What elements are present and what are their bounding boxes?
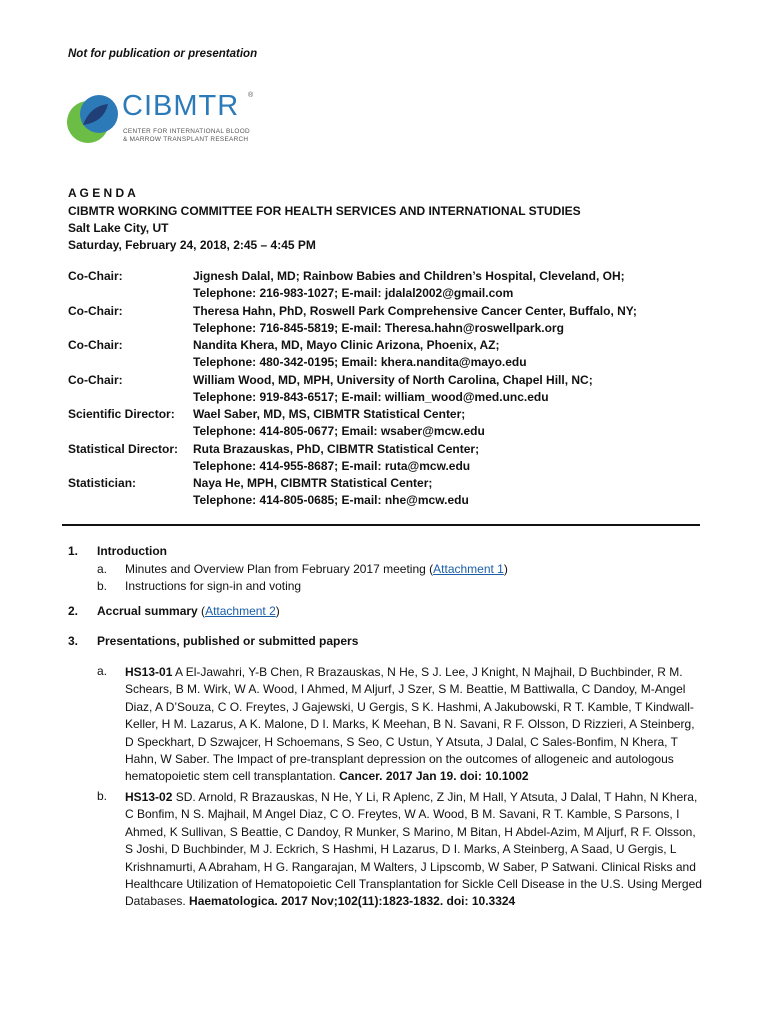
role-label: Co-Chair: [68, 338, 123, 352]
role-label: Co-Chair: [68, 269, 123, 283]
logo-subtitle-line2: & MARROW TRANSPLANT RESEARCH [123, 136, 249, 143]
role-contact: Telephone: 480-342-0195; Email: khera.nandita@mayo.edu [193, 355, 527, 369]
logo-subtitle-line1: CENTER FOR INTERNATIONAL BLOOD [123, 128, 250, 135]
item-number: 3. [68, 634, 79, 648]
logo-mark-icon [66, 92, 120, 146]
item-title: Introduction [97, 544, 167, 558]
role-contact: Telephone: 414-955-8687; E-mail: ruta@mcw.edu [193, 458, 471, 473]
roster-row [68, 338, 708, 373]
publication-entry [125, 664, 705, 786]
cibmtr-logo [66, 92, 266, 146]
role-person: Naya He, MPH, CIBMTR Statistical Center; [193, 476, 433, 490]
publication-id: HS13-01 [125, 665, 173, 679]
role-contact: Telephone: 414-805-0685; E-mail: nhe@mcw.edu [193, 493, 469, 507]
role-person: Jignesh Dalal, MD; Rainbow Babies and Children’s Hospital, Cleveland, OH; [193, 269, 625, 283]
item-close-paren: ) [275, 604, 280, 618]
roster-row [68, 269, 708, 304]
committee-roster [68, 269, 708, 511]
logo-trademark: ® [248, 92, 254, 99]
role-person: Wael Saber, MD, MS, CIBMTR Statistical Center; [193, 407, 466, 421]
agenda-heading: A G E N D A [68, 186, 136, 200]
section-divider [62, 524, 700, 526]
committee-title: CIBMTR WORKING COMMITTEE FOR HEALTH SERVICES AND INTERNATIONAL STUDIES [68, 204, 581, 218]
attachment-1-link[interactable]: Attachment 1 [433, 562, 504, 576]
role-label: Scientific Director: [68, 407, 175, 421]
item-number: 1. [68, 544, 79, 558]
roster-row [68, 442, 708, 477]
roster-row [68, 476, 708, 511]
role-person: Nandita Khera, MD, Mayo Clinic Arizona, Phoenix, AZ; [193, 338, 500, 352]
item-number: 2. [68, 604, 79, 618]
meeting-location: Salt Lake City, UT [68, 221, 169, 235]
publication-authors: SD. Arnold, R Brazauskas, N He, Y Li, R Aplenc, Z Jin, M Hall, Y Atsuta, J Dalal, T Hahn, N Khera, C Bonfim, N S. Majhail, M Angel Diaz, C O. Freytes, W A. Wood, B M. Savani, R T. Kamble, S Parsons, I Ahmed, K Sullivan, S Beattie, C Dandoy, R Munker, S Marino, M Bitan, H Abdel-Azim, M Aljurf, R F. Olsson, S Joshi, D Buchbinder, M J. Eckrich, S Hashmi, H Lazarus, D I. Marks, A Steinberg, A Saad, U Gergis, L Krishnamurti, A Abraham, H G. Rangarajan, M Walters, J Lipscomb, W Saber, P Satwani. Clinical Risks and Healthcare Utilization of Hematopoietic Cell Transplantation for Sickle Cell Disease in the U.S. Using Merged Databases. [125, 790, 702, 909]
publication-letter: a. [97, 664, 108, 678]
publication-citation: Cancer. 2017 Jan 19. doi: 10.1002 [339, 769, 529, 784]
subitem-letter: b. [97, 579, 108, 593]
attachment-2-link[interactable]: Attachment 2 [205, 604, 276, 618]
role-label: Statistical Director: [68, 441, 179, 456]
subitem-text [125, 562, 508, 576]
role-label: Statistician: [68, 476, 137, 490]
publication-id: HS13-02 [125, 790, 173, 804]
role-label: Co-Chair: [68, 372, 123, 387]
subitem-minutes-text: Minutes and Overview Plan from February 2017 meeting ( [125, 562, 434, 576]
publication-citation: Haematologica. 2017 Nov;102(11):1823-1832. doi: 10.3324 [189, 894, 516, 909]
role-person: William Wood, MD, MPH, University of North Carolina, Chapel Hill, NC; [193, 372, 593, 387]
role-contact: Telephone: 216-983-1027; E-mail: jdalal2002@gmail.com [193, 286, 514, 300]
publication-entry [125, 789, 705, 911]
meeting-datetime: Saturday, February 24, 2018, 2:45 – 4:45 PM [68, 238, 316, 252]
item-title: Presentations, published or submitted papers [97, 634, 359, 648]
subitem-text: Instructions for sign-in and voting [125, 579, 302, 593]
subitem-letter: a. [97, 562, 108, 576]
publication-letter: b. [97, 789, 108, 803]
role-contact: Telephone: 919-843-6517; E-mail: william_wood@med.unc.edu [193, 389, 549, 404]
role-contact: Telephone: 414-805-0677; Email: wsaber@mcw.edu [193, 424, 485, 438]
role-label: Co-Chair: [68, 303, 123, 318]
roster-row [68, 373, 708, 408]
subitem-close-paren: ) [503, 562, 508, 576]
item-title: Accrual summary [97, 604, 198, 618]
roster-row [68, 304, 708, 339]
roster-row [68, 407, 708, 442]
role-person: Theresa Hahn, PhD, Roswell Park Comprehensive Cancer Center, Buffalo, NY; [193, 303, 637, 318]
item-open-paren: ( [197, 604, 206, 618]
logo-brand-text: CIBMTR [122, 90, 240, 122]
item-title-line [97, 604, 280, 618]
role-person: Ruta Brazauskas, PhD, CIBMTR Statistical Center; [193, 441, 480, 456]
publication-authors: A El-Jawahri, Y-B Chen, R Brazauskas, N He, S J. Lee, J Knight, N Majhail, D Buchbinder, R M. Schears, B M. Wirk, W A. Wood, I Ahmed, M Aljurf, J Szer, S M. Beattie, M Battiwalla, C Dandoy, M-Angel Diaz, A D’Souza, C O. Freytes, J Gajewski, U Gergis, S K. Hashmi, A Jakubowski, R T. Kamble, T Kindwall-Keller, H M. Lazarus, A K. Malone, D I. Marks, K Meehan, B N. Savani, R F. Olsson, D Rizzieri, A Steinberg, D Speckhart, D Szwajcer, H Schoemans, S Seo, C Ustun, Y Atsuta, J Dalal, C Sales-Bonfim, N Khera, T Hahn, W Saber. The Impact of pre-transplant depression on the outcomes of allogeneic and autologous hematopoietic stem cell transplantation. [125, 665, 695, 784]
role-contact: Telephone: 716-845-5819; E-mail: Theresa.hahn@roswellpark.org [193, 320, 564, 335]
confidentiality-notice: Not for publication or presentation [68, 48, 258, 60]
